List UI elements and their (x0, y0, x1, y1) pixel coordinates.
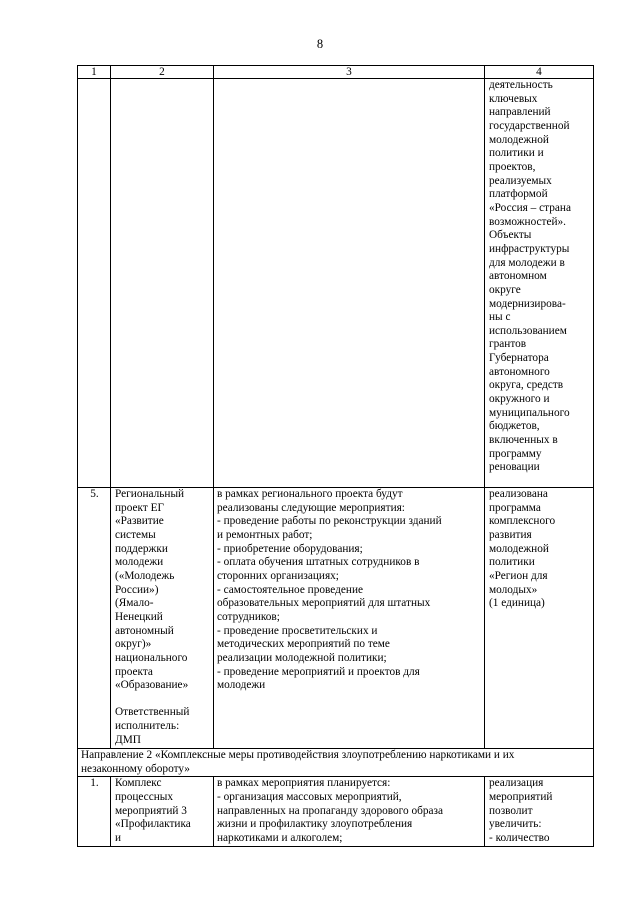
description-text (217, 488, 482, 693)
text-line: проект ЕГ (115, 501, 165, 514)
result-text (489, 777, 591, 845)
text-line: проектов, (489, 160, 536, 173)
text-line: сотрудников; (217, 610, 280, 623)
text-line: России») (115, 583, 159, 596)
text-line: - проведение просветительских и (217, 624, 378, 637)
text-line: Ответственный (115, 706, 190, 719)
text-line: «Профилактика (115, 818, 191, 831)
text-line: для молодежи в (489, 256, 565, 269)
number-cell: 1. (78, 777, 111, 846)
text-line: округе (489, 283, 521, 296)
text-line: программу (489, 447, 542, 460)
text-line: образовательных мероприятий для штатных (217, 597, 431, 610)
text-line: - организация массовых мероприятий, (217, 790, 402, 803)
text-line: инфраструктуры (489, 242, 570, 255)
text-line: и (115, 831, 122, 844)
project-name-text (115, 777, 211, 845)
table-row (78, 79, 594, 488)
text-line: (Ямало- (115, 597, 154, 610)
text-line: - проведение мероприятий и проектов для (217, 665, 420, 678)
text-line: Направление 2 «Комплексные меры противодействия злоупотреблению наркотиками и их (81, 749, 515, 761)
text-line: (1 единица) (489, 597, 545, 610)
text-line: развития (489, 528, 532, 541)
text-line: молодежи (217, 679, 266, 692)
text-line: национального (115, 651, 188, 664)
text-line: Объекты (489, 229, 532, 242)
text-line: бюджетов, (489, 420, 540, 433)
text-line: реализации молодежной политики; (217, 651, 387, 664)
header-cell-2: 2 (111, 66, 214, 79)
result-cell (485, 79, 594, 488)
text-line: направлений (489, 106, 551, 119)
text-line: жизни и профилактику злоупотребления (217, 818, 413, 831)
text-line: - приобретение оборудования; (217, 542, 363, 555)
text-line: автономного (489, 365, 550, 378)
text-line: в рамках мероприятия планируется: (217, 777, 391, 790)
text-line: проекта (115, 665, 153, 678)
text-line: политики и (489, 147, 544, 160)
text-line: и ремонтных работ; (217, 528, 313, 541)
text-line: реновации (489, 461, 540, 474)
text-line: модернизирова- (489, 297, 566, 310)
text-line: направленных на пропаганду здорового образа (217, 804, 444, 817)
section-heading (78, 749, 594, 777)
text-line: Губернатора (489, 352, 549, 365)
text-line: автономный (115, 624, 174, 637)
text-line: процессных (115, 790, 173, 803)
table-row (78, 488, 594, 749)
text-line: поддержки (115, 542, 168, 555)
text-line: - оплата обучения штатных сотрудников в (217, 556, 420, 569)
text-line: реализация (489, 777, 544, 790)
description-text (217, 777, 482, 845)
description-cell (214, 79, 485, 488)
text-line: ДМП (115, 733, 141, 746)
text-line: - проведение работы по реконструкции зданий (217, 515, 442, 528)
text-line: использованием (489, 324, 567, 337)
text-line: комплексного (489, 515, 556, 528)
measures-table (77, 65, 594, 847)
result-text (489, 488, 591, 611)
result-cell (485, 777, 594, 846)
text-line: «Образование» (115, 679, 189, 692)
text-line: ключевых (489, 92, 538, 105)
text-line: «Развитие (115, 515, 164, 528)
text-line: окружного и (489, 393, 550, 406)
result-cell (485, 488, 594, 749)
text-line: реализованы следующие мероприятия: (217, 501, 405, 514)
page-number: 8 (316, 37, 324, 51)
text-line: деятельность (489, 79, 553, 91)
number-cell (78, 79, 111, 488)
text-line: позволит (489, 804, 533, 817)
number-cell: 5. (78, 488, 111, 749)
text-line: муниципального (489, 406, 570, 419)
text-line: молодежи (115, 556, 164, 569)
name-cell (111, 777, 214, 846)
section-row (78, 749, 594, 777)
responsible-text (115, 706, 211, 747)
text-line: «Россия – страна (489, 201, 571, 214)
text-line: исполнитель: (115, 720, 180, 733)
text-line: политики (489, 556, 535, 569)
text-line: реализована (489, 488, 548, 500)
text-line: грантов (489, 338, 527, 351)
continued-result-text (489, 79, 591, 475)
project-name-text (115, 488, 211, 693)
text-line: возможностей». (489, 215, 566, 228)
text-line: Комплекс (115, 777, 162, 790)
header-cell-4: 4 (485, 66, 594, 79)
text-line: платформой (489, 188, 548, 201)
header-cell-1: 1 (78, 66, 111, 79)
name-cell (111, 488, 214, 749)
header-cell-3: 3 (214, 66, 485, 79)
table-row (78, 777, 594, 846)
text-line: - количество (489, 831, 550, 844)
text-line: ны с (489, 311, 511, 324)
text-line: методических мероприятий по теме (217, 638, 390, 651)
text-line: «Регион для (489, 569, 548, 582)
name-cell (111, 79, 214, 488)
text-line: наркотиками и алкоголем; (217, 831, 343, 844)
text-line: системы (115, 528, 156, 541)
text-line: программа (489, 501, 541, 514)
text-line: мероприятий (489, 790, 553, 803)
text-line: Ненецкий (115, 610, 163, 623)
text-line: в рамках регионального проекта будут (217, 488, 403, 500)
text-line: мероприятий 3 (115, 804, 187, 817)
text-line: незаконному обороту» (81, 762, 190, 775)
table-header-row (78, 66, 594, 79)
text-line: молодежной (489, 133, 549, 146)
text-line: увеличить: (489, 818, 542, 831)
text-line: молодежной (489, 542, 549, 555)
text-line: государственной (489, 119, 570, 132)
text-line: включенных в (489, 434, 558, 447)
text-line: автономном (489, 270, 547, 283)
text-line: молодых» (489, 583, 538, 596)
description-cell (214, 488, 485, 749)
text-line: реализуемых (489, 174, 552, 187)
text-line: Региональный (115, 488, 185, 500)
text-line: сторонних организациях; (217, 569, 339, 582)
text-line: округа, средств (489, 379, 564, 392)
description-cell (214, 777, 485, 846)
section-heading-text (81, 749, 591, 776)
text-line: («Молодежь (115, 569, 175, 582)
text-line: - самостоятельное проведение (217, 583, 364, 596)
text-line: округ)» (115, 638, 152, 651)
